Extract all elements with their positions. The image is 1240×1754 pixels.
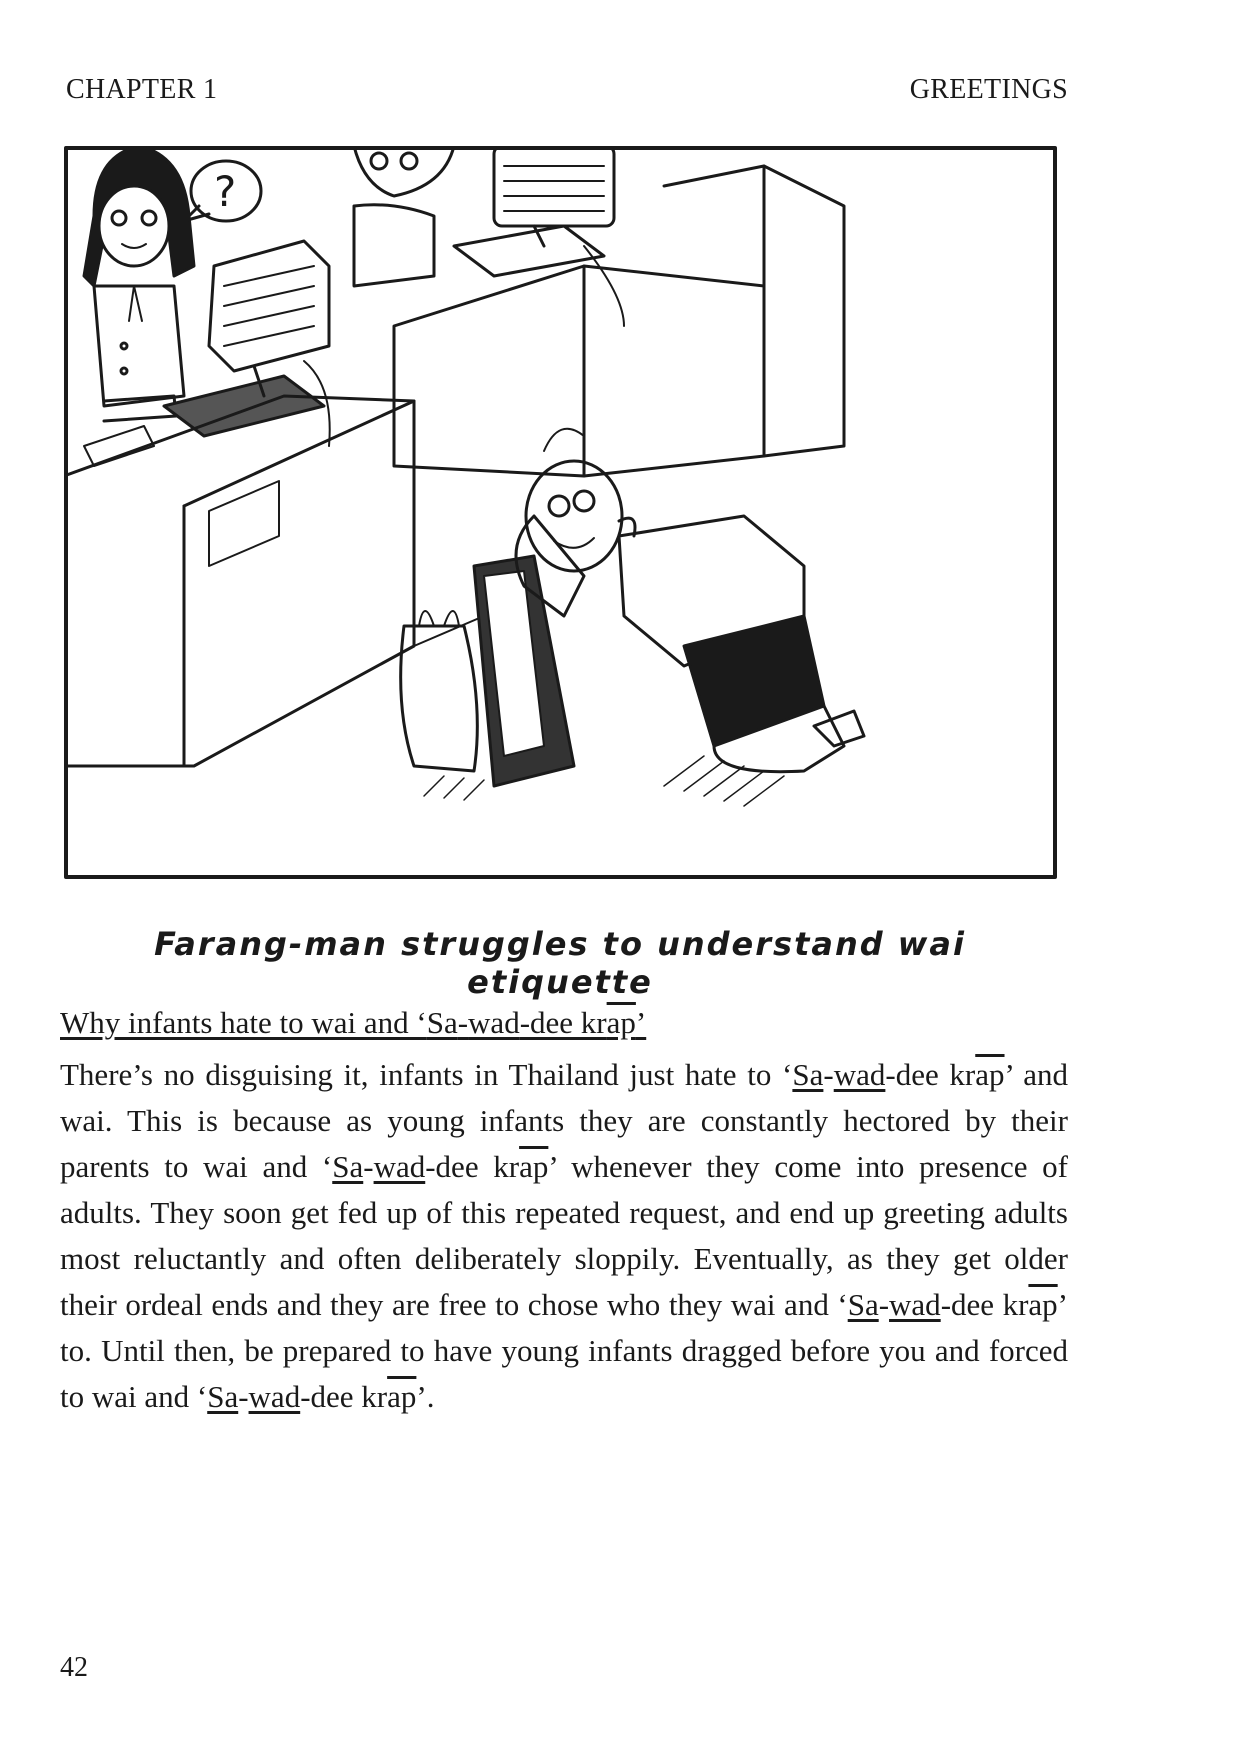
syllable-sa: Sa [792,1057,824,1092]
paragraph-text: -dee kr [300,1379,388,1414]
syllable-sa: Sa [847,1287,879,1322]
syllable-ap: $\overline{ap}$ [519,1149,549,1184]
cartoon-illustration [64,146,1059,881]
paragraph-text: - [878,1287,890,1322]
syllable-ap: $\overline{ap}$ [387,1379,417,1414]
kneeling-man [516,429,864,772]
speech-bubble-question: ? [214,167,237,216]
chapter-label: CHAPTER 1 [66,74,218,105]
illustration-caption: Farang-man struggles to understand wai etiquette [154,925,966,1001]
speech-bubble [184,161,261,221]
syllable-wad: wad [248,1379,301,1414]
paragraph-text: There’s no disguising it, infants in Thailand just hate to ‘ [60,1057,793,1092]
section-heading-text-2: - [457,1005,469,1040]
paragraph-text: -dee kr [885,1057,976,1092]
paragraph-text: - [363,1149,374,1184]
paragraph-text: ’ to. Until then, be prepared to have young infants dragged before you and forced to wai and ‘ [60,1287,1068,1414]
running-header-title: GREETINGS [909,74,1068,105]
section-heading-text-1: Why infants hate to wai and ‘ [60,1005,427,1040]
section-heading-text-4: ’ [635,1005,647,1040]
paragraph-text: -dee kr [425,1149,520,1184]
syllable-wad: wad [889,1287,941,1322]
shopping-bags [401,556,574,786]
page-number: 42 [60,1652,88,1683]
section-heading-text-3: -dee kr [519,1005,607,1040]
back-woman [354,146,454,286]
paragraph-text: - [238,1379,249,1414]
section-heading-wad: wad [468,1005,520,1040]
syllable-sa: Sa [332,1149,364,1184]
paragraph-text: -dee kr [940,1287,1029,1322]
section-heading-sa: Sa [426,1005,458,1040]
section-heading [60,1005,646,1041]
back-counter [394,166,844,476]
syllable-ap: $\overline{ap}$ [1028,1287,1058,1322]
paragraph-text: - [823,1057,834,1092]
front-monitor [164,241,330,446]
syllable-wad: wad [833,1057,886,1092]
paragraph-text: ’ and wai. This is because as young infants they are constantly hectored by their parents to wai and ‘ [60,1057,1068,1184]
front-counter [64,396,484,766]
left-woman [84,146,194,421]
syllable-wad: wad [373,1149,426,1184]
syllable-ap: $\overline{ap}$ [975,1057,1005,1092]
section-heading-ap: ap [606,1005,636,1040]
paragraph-text: ’ whenever they come into presence of adults. They soon get fed up of this repeated request, and end up greeting adults most reluctantly and often deliberately sloppily. Eventually, as they get older their ordeal ends and they are free to chose who they wai and ‘ [60,1149,1068,1322]
body-paragraph [60,1052,1068,1420]
syllable-sa: Sa [207,1379,239,1414]
paragraph-text: ’. [416,1379,435,1414]
